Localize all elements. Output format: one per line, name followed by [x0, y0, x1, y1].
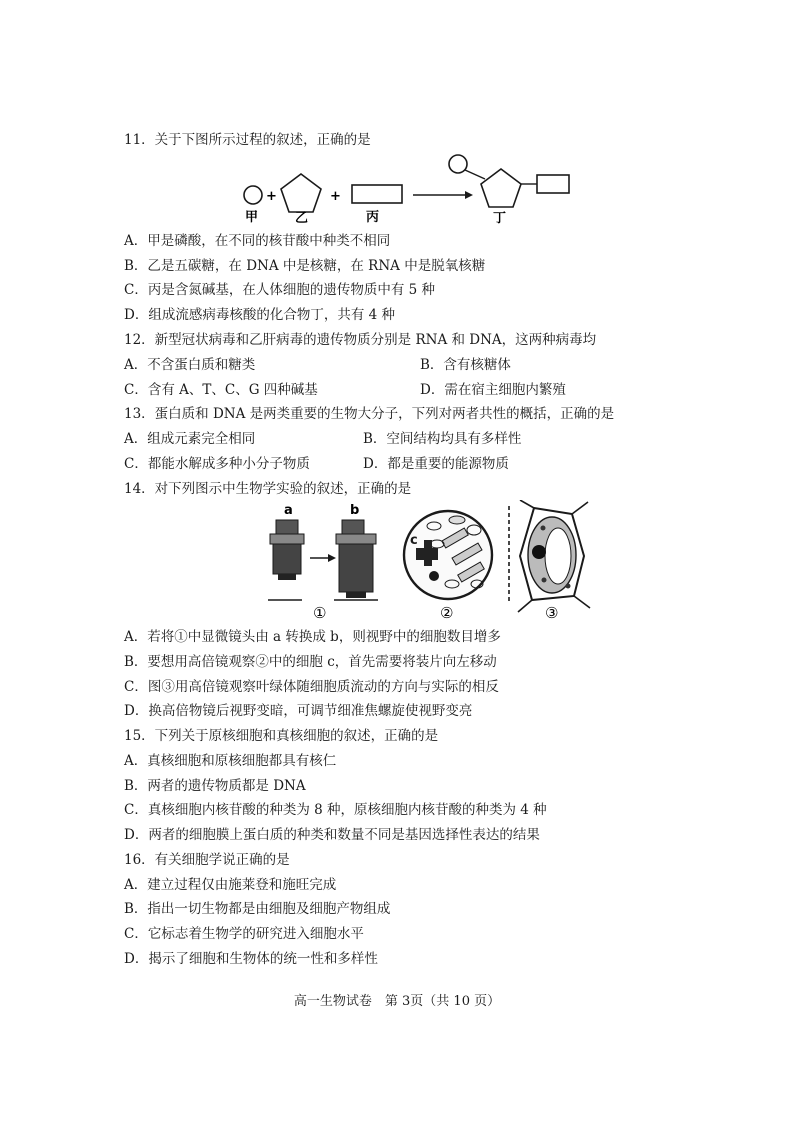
q16-stem: 16．有关细胞学说正确的是: [124, 852, 290, 868]
q13-stem: 13．蛋白质和 DNA 是两类重要的生物大分子，下列对两者共性的概括，正确的是: [124, 406, 615, 422]
q16-option-b: B．指出一切生物都是由细胞及细胞产物组成: [124, 901, 391, 917]
label-2: ②: [440, 604, 454, 622]
nucleus: [532, 545, 546, 559]
q11-option-c: C．丙是含氮碱基，在人体细胞的遗传物质中有 5 种: [124, 282, 436, 298]
label-yi: 乙: [295, 211, 309, 226]
q14-stem: 14．对下列图示中生物学实验的叙述，正确的是: [124, 481, 412, 497]
objective-b: [342, 520, 364, 534]
plus-1: +: [266, 189, 277, 204]
arrow-head: [465, 191, 473, 199]
q14-option-c: C．图③用高倍镜观察叶绿体随细胞质流动的方向与实际的相反: [124, 679, 499, 695]
q13-option-c: C．都能水解成多种小分子物质: [124, 456, 310, 472]
q15-option-b: B．两者的遗传物质都是 DNA: [124, 778, 306, 794]
objective-a: [276, 520, 298, 534]
page-footer: 高一生物试卷 第 3页（共 10 页）: [293, 994, 501, 1009]
label-ding: 丁: [493, 211, 507, 226]
q11-stem: 11．关于下图所示过程的叙述，正确的是: [124, 132, 371, 148]
base-rectangle: [352, 185, 402, 203]
q11-nucleotide-diagram: [235, 152, 585, 227]
q12-stem: 12．新型冠状病毒和乙肝病毒的遗传物质分别是 RNA 和 DNA，这两种病毒均: [124, 332, 597, 348]
q14-microscope-figure: [262, 500, 602, 622]
q15-option-d: D．两者的细胞膜上蛋白质的种类和数量不同是基因选择性表达的结果: [124, 827, 540, 843]
q15-option-a: A．真核细胞和原核细胞都具有核仁: [124, 753, 337, 769]
q15-stem: 15．下列关于原核细胞和真核细胞的叙述，正确的是: [124, 728, 439, 744]
plus-2: +: [330, 189, 341, 204]
label-c: c: [410, 533, 418, 548]
q14-option-b: B．要想用高倍镜观察②中的细胞 c，首先需要将装片向左移动: [124, 654, 497, 670]
q13-option-b: B．空间结构均具有多样性: [363, 431, 522, 447]
q12-option-a: A．不含蛋白质和糖类: [124, 357, 256, 373]
label-jia: 甲: [245, 210, 259, 225]
q16-option-d: D．揭示了细胞和生物体的统一性和多样性: [124, 951, 378, 967]
q11-option-d: D．组成流感病毒核酸的化合物丁，共有 4 种: [124, 307, 395, 323]
label-a: a: [284, 503, 293, 518]
nucleotide-phosphate: [449, 155, 467, 173]
q12-option-b: B．含有核糖体: [420, 357, 511, 373]
nucleotide-sugar: [481, 169, 521, 207]
q15-option-c: C．真核细胞内核苷酸的种类为 8 种，原核细胞内核苷酸的种类为 4 种: [124, 802, 547, 818]
label-bing: 丙: [366, 210, 380, 225]
vacuole: [545, 528, 571, 584]
q13-option-d: D．都是重要的能源物质: [363, 456, 509, 472]
label-b: b: [350, 503, 360, 518]
q14-option-d: D．换高倍物镜后视野变暗，可调节细准焦螺旋使视野变亮: [124, 703, 473, 719]
q14-option-a: A．若将①中显微镜头由 a 转换成 b，则视野中的细胞数目增多: [124, 629, 501, 645]
q11-option-b: B．乙是五碳糖，在 DNA 中是核糖，在 RNA 中是脱氧核糖: [124, 258, 486, 274]
pentose-pentagon: [281, 174, 321, 212]
label-3: ③: [545, 604, 559, 622]
q16-option-c: C．它标志着生物学的研究进入细胞水平: [124, 926, 364, 942]
q16-option-a: A．建立过程仅由施莱登和施旺完成: [124, 877, 337, 893]
q12-option-c: C．含有 A、T、C、G 四种碱基: [124, 382, 318, 398]
q11-option-a: A．甲是磷酸，在不同的核苷酸中种类不相同: [124, 233, 391, 249]
phosphate-circle: [244, 186, 262, 204]
q12-option-d: D．需在宿主细胞内繁殖: [420, 382, 566, 398]
nucleotide-base: [537, 175, 569, 193]
label-1: ①: [313, 604, 327, 622]
q13-option-a: A．组成元素完全相同: [124, 431, 256, 447]
